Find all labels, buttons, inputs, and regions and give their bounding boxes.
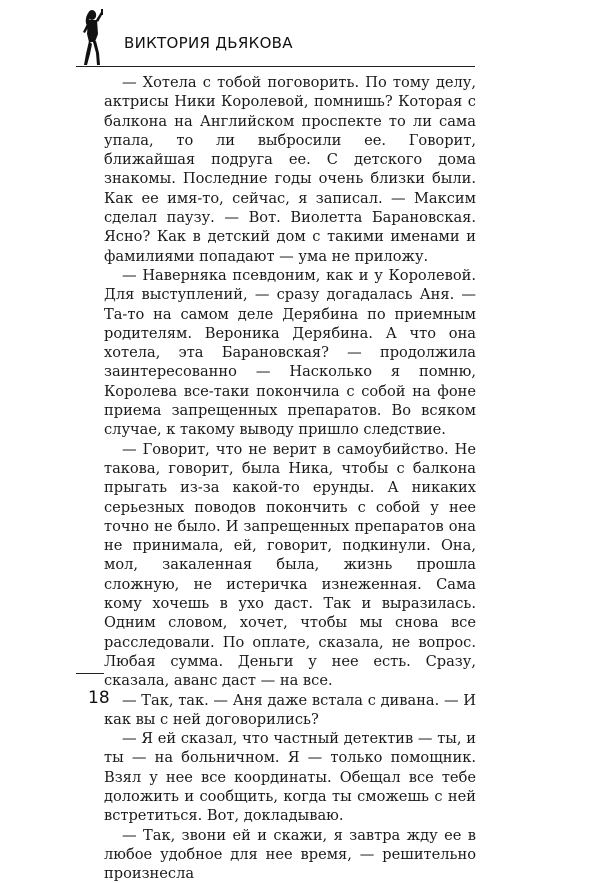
paragraph: — Наверняка псевдоним, как и у Королевой. Для выступлений, — сразу догадалась Аня. — Та-то на самом деле Дерябина по приемным родителям. Вероника Дерябина. А что она хотела, эта Барановская? — продолжила заинтересованно — Насколько я помню, Королева все-таки покончила с собой на фоне приема запрещенных препаратов. Во всяком случае, к такому выводу пришло следствие.: [104, 266, 476, 439]
page-number: 18: [88, 688, 110, 708]
paragraph: — Так, так. — Аня даже встала с дивана. — И как вы с ней договорились?: [104, 691, 476, 728]
woman-silhouette-icon: [76, 8, 110, 66]
header-divider: [76, 66, 475, 67]
paragraph: — Я ей сказал, что частный детектив — ты, и ты — на больничном. Я — только помощник. Взял у нее все координаты. Обещал все тебе доложить и сообщить, когда ты сможешь с ней встретиться. Вот, докладываю.: [104, 730, 476, 825]
paragraph: — Говорит, что не верит в самоубийство. Не такова, говорит, была Ника, чтобы с балкона прыгать из-за какой-то ерунды. А никаких серьезных поводов покончить с собой у нее точно не было. И запрещенных препаратов она не принимала, ей, говорит, подкинули. Она, мол, закаленная была, жизнь прошла сложную, не истеричка изнеженная. Сама кому хочешь в ухо даст. Так и выразилась. Одним словом, хочет, чтобы мы снова все расследовали. По оплате, сказала, не вопрос. Любая сумма. Деньги у нее есть. Сразу, сказала, аванс даст — на все.: [104, 440, 476, 690]
book-page-text: [104, 73, 476, 883]
paragraph: — Так, звони ей и скажи, я завтра жду ее в любое удобное для нее время, — решительно произнесла: [104, 826, 476, 883]
author-name-header: ВИКТОРИЯ ДЬЯКОВА: [124, 34, 293, 52]
footer-divider: [76, 673, 104, 674]
paragraph: — Хотела с тобой поговорить. По тому делу, актрисы Ники Королевой, помнишь? Которая с балкона на Английском проспекте то ли сама упала, то ли выбросили ее. Говорит, ближайшая подруга ее. С детского дома знакомы. Последние годы очень близки были. Как ее имя-то, сейчас, я записал. — Максим сделал паузу. — Вот. Виолетта Барановская. Ясно? Как в детский дом с такими именами и фамилиями попадают — ума не приложу.: [104, 74, 476, 265]
